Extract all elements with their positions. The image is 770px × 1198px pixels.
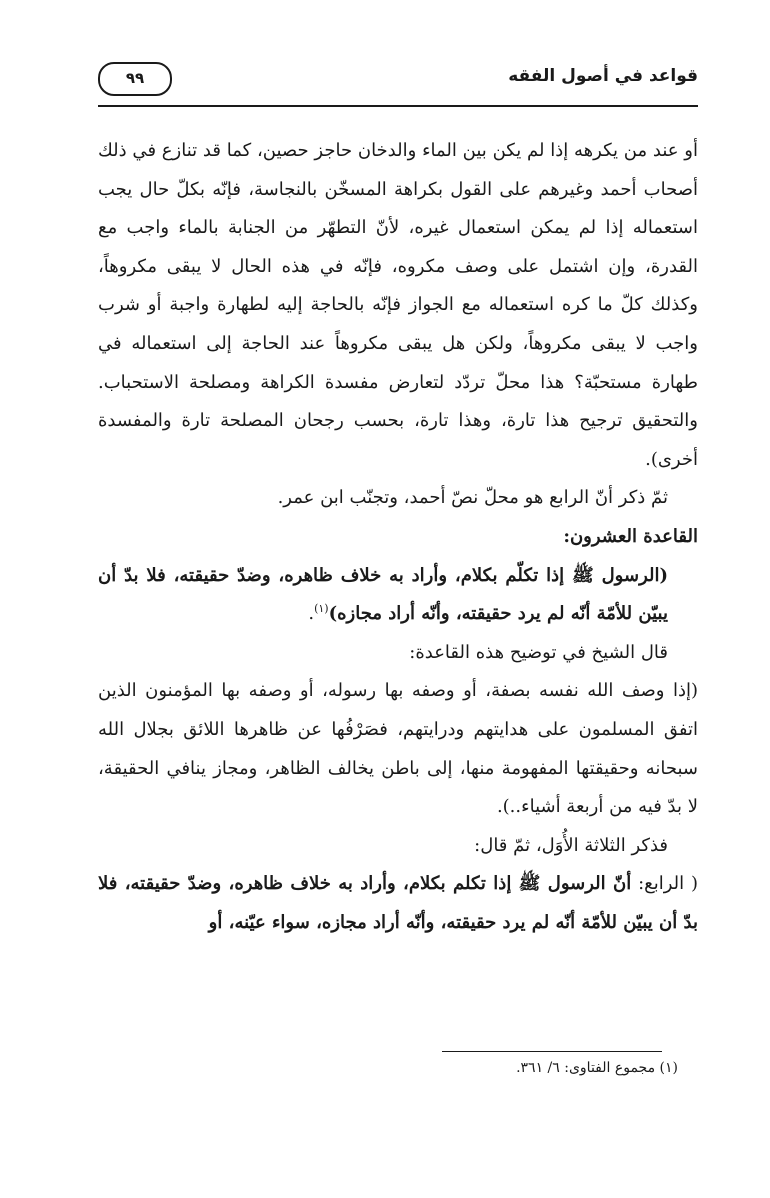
paragraph-6-lead: ( الرابع:	[631, 873, 698, 895]
header-rule	[98, 105, 698, 107]
running-title: قواعد في أصول الفقه	[508, 66, 698, 86]
footnote: (١) مجموع الفتاوى: ٦/ ٣٦١.	[516, 1060, 678, 1076]
page-header	[98, 62, 698, 98]
paragraph-5: فذكر الثلاثة الأُوَل، ثمّ قال:	[474, 834, 668, 856]
paragraph-2: ثمّ ذكر أنّ الرابع هو محلّ نصّ أحمد، وتجنّب ابن عمر.	[277, 487, 668, 509]
paragraph-6-bold: أنّ الرسول ﷺ إذا تكلم بكلام، وأراد به خلاف ظاهره، وضدّ حقيقته، فلا بدّ أن يبيّن للأمّة أنّه لم يرد حقيقته، وأنّه أراد مجازه، سواء عيّنه، أو	[98, 873, 698, 933]
rule-statement	[98, 557, 698, 634]
paragraph-4: (إذا وصف الله نفسه بصفة، أو وصفه بها رسوله، أو وصفه بها المؤمنون الذين اتفق المسلمون على هدايتهم ودرايتهم، فصَرْفُها عن ظاهرها اللائق بجلال الله سبحانه وحقيقتها المفهومة منها، إلى باطن يخالف الظاهر، ومجاز ينافي الحقيقة، لا بدّ فيه من أربعة أشياء..).	[98, 680, 698, 818]
paragraph-6	[98, 865, 698, 942]
paragraph-1: أو عند من يكرهه إذا لم يكن بين الماء والدخان حاجز حصين، كما قد تنازع في ذلك أصحاب أحمد وغيرهم على القول بكراهة المسخّن بالنجاسة، فإنّه بكلّ حال يجب استعماله إذا لم يمكن استعمال غيره، لأنّ التطهّر من الجنابة بالماء واجب مع القدرة، وإن اشتمل على وصف مكروه، فإنّه في هذه الحال لا يبقى مكروهاً، وكذلك كلّ ما كره استعماله مع الجواز فإنّه بالحاجة إليه لطهارة واجبة أو شرب واجب لا يبقى مكروهاً، ولكن هل يبقى مكروهاً عند الحاجة إلى استعماله في طهارة مستحبّة؟ هذا محلّ تردّد لتعارض مفسدة الكراهة ومصلحة الاستحباب. والتحقيق ترجيح هذا تارة، وهذا تارة، بحسب رجحان المصلحة تارة والمفسدة أخرى).	[98, 140, 698, 470]
paragraph-3: قال الشيخ في توضيح هذه القاعدة:	[409, 641, 668, 663]
rule-heading: القاعدة العشرون:	[563, 525, 698, 547]
page-body	[98, 132, 698, 942]
rule-statement-end: .	[308, 603, 315, 625]
footnote-rule	[442, 1051, 662, 1052]
rule-statement-text: (الرسول ﷺ إذا تكلّم بكلام، وأراد به خلاف ظاهره، وضدّ حقيقته، فلا بدّ أن يبيّن للأمّة أنّه لم يرد حقيقته، وأنّه أراد مجازه)	[98, 564, 668, 625]
page-number-badge: ٩٩	[98, 62, 172, 96]
footnote-marker: (١)	[314, 602, 329, 616]
